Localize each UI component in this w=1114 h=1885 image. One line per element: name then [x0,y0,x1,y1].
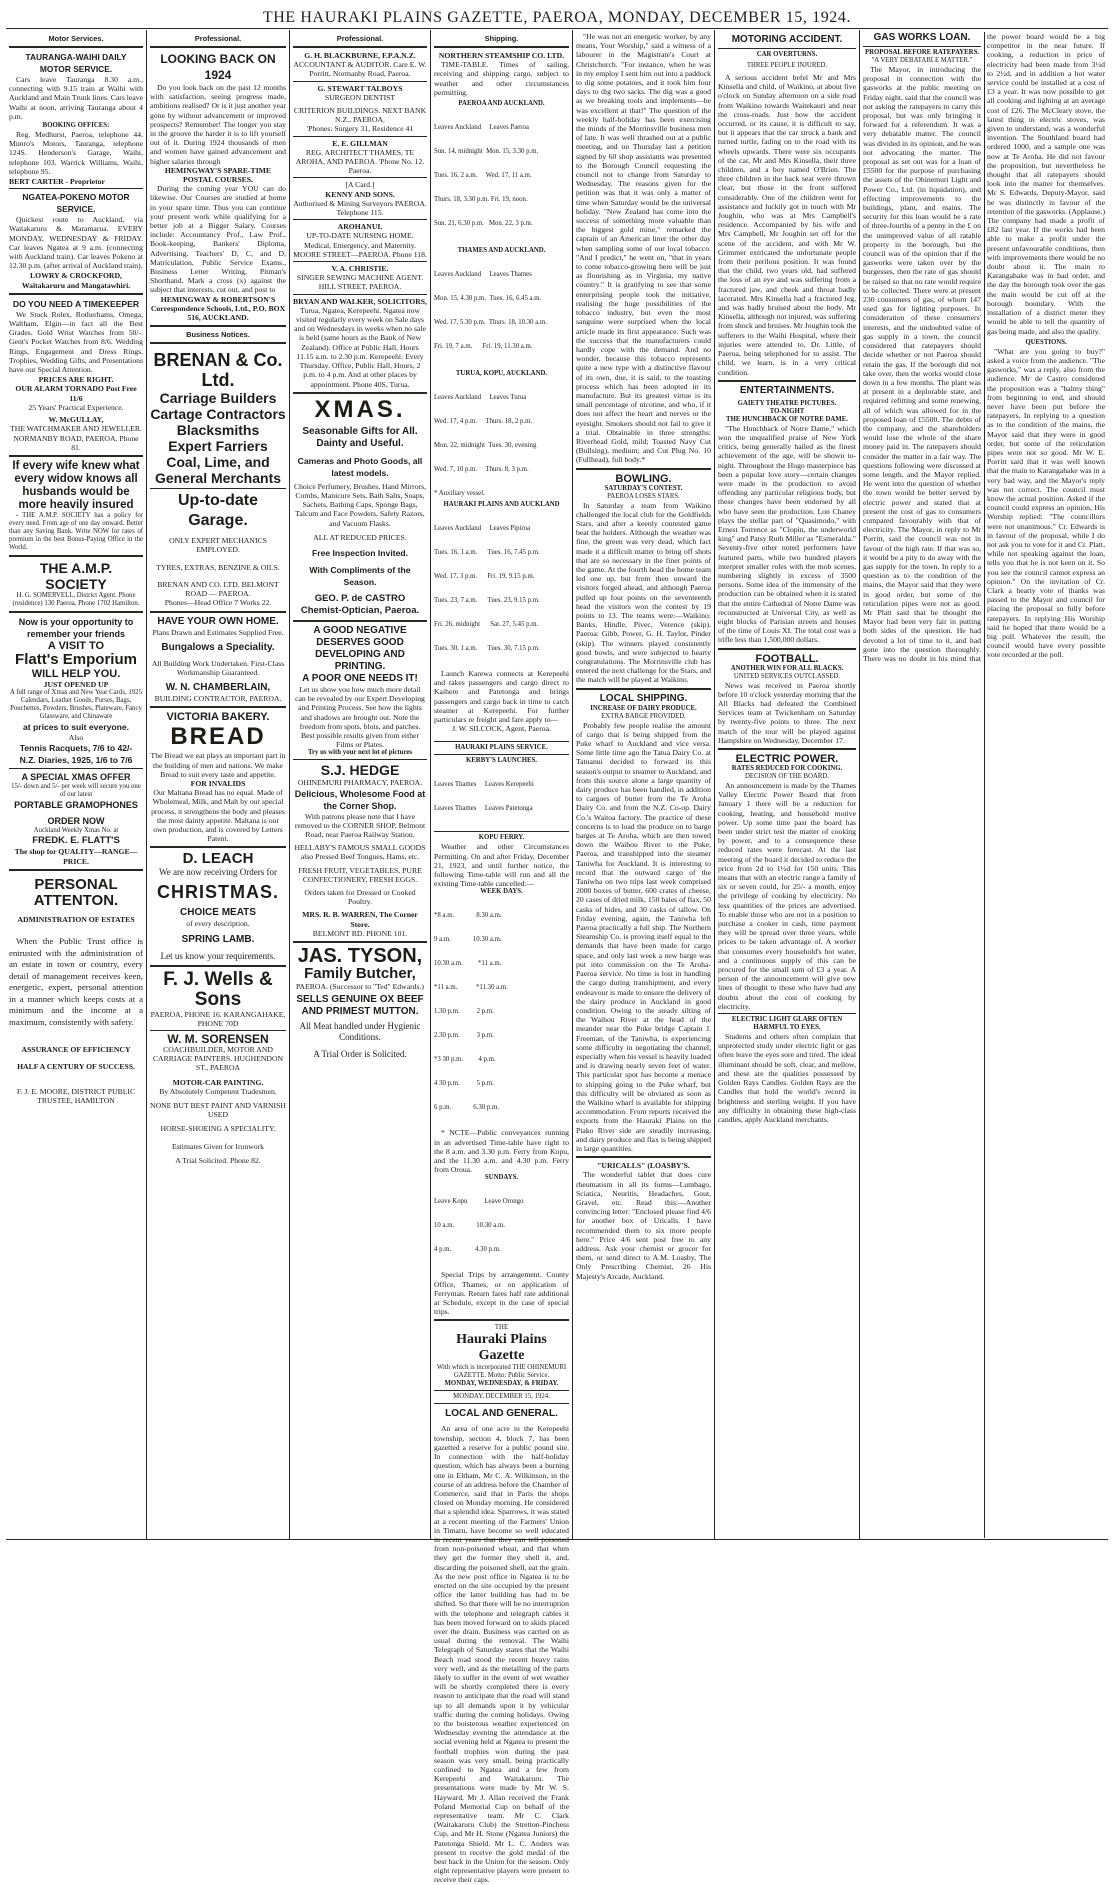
ad-headline: PERSONAL ATTENTON. [33,875,119,909]
ad-body: Special Trips by arrangement. County Office, Thames, or on application of Ferryman. Return fares half rate additional at Schedule, except in the case of special trips. [434,1270,569,1317]
timetable-row: Thurs. 18, 3.30 p.m. Fri. 19, noon. [434,196,528,204]
ad-line: of every description. [186,919,250,929]
ad-headline: S.J. HEDGE [320,762,400,779]
ad-headline: A GOOD NEGATIVE DESERVES GOOD DEVELOPING AND PRINTING. [313,624,407,672]
article-body: An area of one acre in the Kerepeehi township, section 4, block 7, has been gazetted a reserve for a public pound site. In connection with the half-holiday question, which has always been a burning one in Eltham, Mr C. A. Wilkinson, in the course of an address before the Chamber of Commerce, said that in Paris the shops closed on Monday morning. He considered that a splendid idea. Sparrows, it was stated at a recent meeting of the Farmers' Union in Timaru, have become so well educated in recent years that they can tell poisoned from non-poisoned wheat, and that when they get the former they shell it, and, discarding the poisoned shell, eat the grain. As the new post office in Ngatea is to be erected on the site occupied by the present office the latter building has had to be shifted. So that there will be no interruption with the telephone and telegraph cables it has been moved forward on to skids placed over the drain. Business was carried on as usual during the removal. The Waihi Telegraph of Saturday states that the Waihi Beach road stood the recent heavy rains very well, and as the metalling of the parts likely to suffer in the event of wet weather will be shortly completed there is every reason to anticipate that the road will stand up to all demands upon it by vehicular traffic during the coming holidays. Owing to the boisterous weather experienced on Wednesday evening the attendance at the social evening held at Ngatea to present the football trophies won during the past season was very small, being practically confined to Ngatea and a few from Kerepeehi and Waitakaruru. The presentations were made by Mr W. S. Hayward. Mr J. Allan received the Frank Poland Memorial Cup on behalf of the representative team. Mr C. Clark (Waitakaruru Club) the Stretton-Pinchess Cup, and Mr H. Stone (Ngatea Juniors) the Patetonga Shield. Mr L. C. Anders was present to receive the gold medal of the best back in the Union for the season. Only eight representative players were present to receive their caps. [434,1424,569,1885]
article-body: In Saturday a team from Waikino challenged the local club for the Goldfields Stars, and after a keenly contested game beat the holders. Although the weather was fine, the green was very dead, which fact made it a difficult matter to bring off shots that are so necessary in the finer points of the game. At the fourth head the home team led one up, but from then onward the visitors forged ahead, and although Paeroa pulled up four points on the seventeenth head the visitors won the contest by 19 points to 13. The teams were:—Waikino: Banks, Hindle, Pivec, Verence (skip). Paeroa: Gibb, Power, G. H. Taylor, Pinder (skip). The winners played consistently good bowls, and were subjected to hearty congratulations. The Morrinsville club has entered the next challenge for the Stars, and the match will be played at Waikino. [576,500,711,685]
ad-line: ALL AT REDUCED PRICES. [313,532,407,542]
timetable-row: Tues. 30, 1 a.m. Tues. 30, 7.15 p.m. [434,645,540,653]
ad-line: HEMINGWAY'S SPARE-TIME POSTAL COURSES. [164,165,272,185]
column-gasworks [862,32,1106,1538]
ad-headline: CHRISTMAS. [157,882,279,903]
timetable-row: 10.30 a.m. *11 a.m. [434,960,502,968]
ad-line: ASSURANCE OF EFFICIENCY [21,1044,131,1054]
article-subhead: UNITED SERVICES OUTCLASSED. [733,672,841,680]
ad-headline: E. E. GILLMAN [332,138,388,148]
timetable-row: 4 30 p.m. 5 p.m. [434,1080,494,1088]
ad-line: ACCOUNTANT & AUDITOR. Care E. W. Porritt, Normanby Road, Paeroa. [293,60,427,79]
timetable [434,108,569,244]
ad-line: FOR INVALIDS [190,778,246,788]
timetable-row: Wed. 7, 10 p.m. Thurs. 8, 3 p.m. [434,466,529,474]
ad-headline: KOPU FERRY. [478,834,525,842]
timetable-row: Leave Kopu Leave Orongo [434,1198,524,1206]
article-subhead: DECISION OF THE BOARD. [744,773,830,780]
ad-line: 'Phones: Surgery 31, Residence 41 [306,124,414,134]
ad-line: REG. ARCHITECT THAMES, TE AROHA, AND PAEROA. 'Phone No. 12. Paeroa. [295,147,425,176]
ad-signature: J. W. SILCOCK, Agent, Paeroa. [452,724,551,734]
ad-body: Quickest route to Auckland, via Waitakaruru & Maramarua. EVERY MONDAY, WEDNESDAY & FRIDAY. Car leaves Ngatea at 9 a.m. (connecting with Auckland train). Car leaves Pokeno at 12.30 p.m. (after arrival of Auckland train). [9,215,143,271]
section-header: Professional. [336,34,384,43]
ad-body: Reg. Medhurst, Paeroa, telephone 44. Munro's Motors, Tauranga, telephone 124S. Henderson's Garage, Waihi, telephone 103. Warrick Williams, Waihi, telephone 95. [9,130,143,176]
timetable-row: Leaves Auckland Leaves Turua [434,394,527,402]
ad-address: THE WATCHMAKER AND JEWELLER. NORMANBY ROAD, PAEROA. Phone 81. [10,424,142,452]
article-headline: ENTERTAINMENTS. [739,384,835,396]
ad-line: Plans Drawn and Estimates Supplied Free. [152,627,284,637]
article-body: The Mayor, in introducing the proposal in connection with the gasworks at the public meeting on Friday night, said that the council was not asking the ratepayers to carry this proposal, but was only bringing it forward for a referendum. It was a very debatable matter. The council was divided in its opinion, and he was not advocating the matter. The proposal as set out was for a loan of £5500 for the purpose of purchasing the assets of the Ohinemuri Light and Power Co., Ltd. (in liquidation), and effecting improvements to the buildings, plant, and mains. The security for this loan would be a rate of three-fourths of a penny in the £ on the unimproved value of all ratable property in the borough, but the council was of the opinion that if the gasworks were taken over by the burgesses, then the rate of gas should be raised so that no rate would require to be collected. There were at present 230 consumers of gas, of whom 147 used gas for lighting purposes. In consideration of these consumers' interests, and the undoubted value of gas supply in a town, the council considered that ratepayers should decide whether or not Paeroa should retain the gas. If the borough did not take over, then the works would close down in a few months. The plant was at present in a deplorable state, and required refitting and some renewing, all of which was allowed for in the proposed loan of £5500. The debts of the company, and the shareholders would lose the whole of the share money paid in. The ratepayers should consider the matter in a fair way. The questions following were discussed at some length, and the Mayor replied. He went into the question of whether the town would be better served by electric power and stated that at present the cost of gas to consumers compared favourably with that of electricity. The Mayor, in reply to Mr Porritt, said the council was not in favour of the high rate. If that was so, it would be a pity to do away with the gas supply for the town. In reply to a question as to the condition of the mains, the Mayor said that they were in good order, but some of the reticulation pipes were not as good. Mr Platt said that he thought the Mayor had been very fair in putting both sides of the question. He had devoted a lot of time to it, and had gone into the question thoroughly. There was no doubt in his mind that the power board would be a big competitor in the near future. If cooking, a reduction in price of electricity had been made from 3½d to 2½d, and in addition a hot water service could be installed at a cost of £3 a year. It was now possible to get all cooking and lighting at an average cost of £26. The McCleary stove, the latest thing in electric stoves, was given to understand, was a wonderful invention. The Southland board had ordered 1000, and a sample one was now at Te Aroha. He did not favour the proposition, but nevertheless he thought that all ratepayers should look into the matter for themselves. Mr S. Edwards, Deputy-Mayor, said he was distinctly in favour of the retention of the gasworks. (Applause.) The company had made a profit of £82 last year. If the works had been able to make a profit under the present unfavourable conditions, then with improvements there would be no doubt about it. The main to Karangahake was in bad order, and the day the borough took over the gas the main would be cut off at the borough boundary. With the installation of a district meter they would be able to tell the quantity of gas being made, and also the quality. [863,32,1105,663]
article-body: The wonderful tablet that does cure rheumatism in all its forms—Lumbago, Sciatica, Neuritis, Headaches, Gout, Gravel, etc. Read this:—Another convincing letter: "Enclosed please find 4/6 for another box of Uricalls. I have recommended them to six more people here." Price 4/6 sent post free to any address. Ask your chemist or grocer for them, or send direct to A.M. Loasby, The Only Prescribing Chemist, 26 His Majesty's Arcade, Auckland. [576,1170,711,1281]
ad-headline: XMAS. [314,395,406,423]
ad-body: Turua, Ngatea, Kerepeehi. Ngatea now visited regularly every week on Sale days and on Wednesdays in weeks when no sale is held (same hours as the Bank of New Zealand). Office at Public Hall, Hours 11.15 a.m. to 2.30 p.m. Kerepeehi: Every Thursday. Office, Public Hall, Hours, 2 p.m. to 4 p.m. And at other places by appointment. Phone 40S, Turua. [294,305,426,389]
ad-body: When the Public Trust office is entrusted with the administration of an estate in town or country, every detail of management receives keen, energetic, expert, personal attention in a manner which keeps costs at a minimum and the income at a maximum, consistently with safety. [9,935,143,1028]
article-subhead: CAR OVERTURNS. [756,51,818,58]
timetable-row: Wed. 17, 3 p.m. Fri. 19, 9.15 p.m. [434,573,535,581]
ad-headline: D. LEACH [182,850,254,868]
article-body: News was received in Paeroa shortly before 10 o'clock yesterday morning that the All Blacks had defeated the Combined Services team at Twickenham on Saturday by twenty-five points to three. The next match of the tour will be played against Hampshire on Wednesday, December 17. [718,680,856,745]
timetable-title: HAURAKI PLAINS AND AUCKLAND [443,501,560,509]
ad-body: Weather and other Circumstances Permitting. On and after Friday, December 21, 1923, and until further notice, the following Time-table will run and all the existing Time-table cancelled:— [434,842,569,889]
article-subhead: THE HUNCHBACK OF NOTRE DAME. [726,415,848,423]
ad-body: During the coming year YOU can do likewise. Our Courses are studied at home in your spare time. Thus you can continue your present work while qualifying for a better job at a Bigger Salary. Courses include: Accountancy Prof., Law Prof., Book-keeping, Bankers' Diploma, Advertising, Teachers' D, C, and D, Matriculation, Public Service Exams., Business Letter Writing, Pitman's Shorthand. Mark a cross (x) against the subject that interests, cut out, and post to [150,184,286,295]
article-headline: MOTORING ACCIDENT. [731,34,843,45]
article-body: "The Hunchback of Notre Dame," which won the unqualified praise of New York critics, being generally hailed as the finest achievement of the age, will be shown to-night. Throughout the Hugo masterpiece has been a popular love story—certain changes were made in the production to avoid offending any particular religious body, but these changes have been endorsed by all who have seen the production. Lon Chaney plays the stellar part of "Quasimodo," with Ernest Torrence as "Clopin, the underworld king" and Patsy Ruth Miller as "Esmeralda." Seventy-five other noted performers have featured parts, while two hundred players interpret smaller roles with the mob scenes, numbering slightly in excess of 3500 persons. Some idea of the immensity of the production can be obtained when it is stated that the entire Cathedral of Notre Dame was reconstructed at Universal City, as well as eight blocks of Parisian streets and houses of the time of Louis XI. The total cost was a trifle less than 1,500,000 dollars. [718,423,856,645]
timetable [434,378,569,490]
ad-body: Do you look back on the past 12 months with satisfaction, seeing progress made, ambitions realised? Or is it just another year gone by without advancement or improved prospects? Remember! The longer you stay in the groove the harder it is to lift yourself out of it. During 1924 thousands of men and women have gained advancement and higher salaries through [150,83,286,166]
ad-headline: Seasonable Gifts for All. Dainty and Useful. [302,425,418,449]
ad-headline: ORDER NOW [47,816,105,827]
column-news [575,32,712,1538]
ad-body: TIME-TABLE. Times of sailing, receiving and shipping cargo, subject to weather and other circumstances permitting. [434,60,569,97]
ad-headline: AROHANUI. [337,222,383,232]
column-rule [714,30,715,1540]
timetable-row: Leaves Auckland Leaves Pipiroa [434,525,531,533]
article-headline: BOWLING. [615,472,672,485]
article-subhead: QUESTIONS. [1025,338,1067,346]
article-body: A serious accident befel Mr and Mrs Kinsella and child, of Waikino, at about five o'clock on Sunday afternoon on a side road from Waikino towards Waitekauri and near the cross-roads. Just how the accident occurred, or its cause, it is difficult to say, but it appears that the car struck a bank and turned turtle, fading on to the road with its wheels upwards. There were six occupants of the car, Mr and Mrs Kinsella, their three children, and a boy named O'Brien. The three children in the back seat were thrown clear, but those in the front suffered considerably. One of the children went for assistance and luckily got in touch with Mr Joughin, who was at Mrs Campbell's residence. Accompanied by his wife and Mrs Campbell, Mr Joughin set off for the scene of the accident, and with Mr W. Grimmer extricated the unfortunate people from their perilous position. It was found that the child, two years old, had suffered the loss of an eye and was suffering from a fractured jaw, and cheek and throat badly lacerated. Mrs Kinsella had a fractured leg, and was badly bruised about the body. Mr Kinsella, although not injured, was suffering from shock and bruises. Mr Joughin took the sufferers to the Waihi Hospital, where their injuries were attended to, Dr. Little, of Paeroa, being telephoned for to assist. The child, we learn, is in a very critical condition. [718,73,856,377]
ad-body: Launch Karewa connects at Kerepeehi and takes passengers and cargo direct to Kaihere and Patetonga and brings passengers and cargo back in time to catch steamer at Kerepeehi. For further particulars re freight and fare apply to— [434,669,569,725]
ad-line: Let us know your requirements. [160,950,276,961]
ad-headline: BRENAN & Co. Ltd. [153,350,283,391]
ad-line: All Meat handled under Hygienic Conditions. [299,1021,421,1043]
article-subhead: PAEROA LOSES STARS. [607,492,680,500]
ad-line: Also [68,733,84,743]
ad-line: JUST OPENED UP [43,679,109,689]
ad-line: BRENAN AND CO. LTD. BELMONT ROAD — PAEROA. [157,579,279,599]
section-header: Professional. [194,34,242,43]
timetable [434,896,569,1128]
ad-headline: A POOR ONE NEEDS IT! [302,672,418,684]
ad-headline: HAURAKI PLAINS SERVICE. [455,744,548,752]
ad-body: We Stock Rolex, Rotherhams, Omega, Waltham, Elgin—in fact all the Best Grades. Gold Wrist Watches from 50/-. Gent's Pocket Watches from 8/6. Wedding Rings, Engagement and Dress Rings. Trophies, Wedding Gifts, and Presentations have our Special Attention. [9,309,143,375]
ad-headline: GEO. P. de CASTRO [314,592,406,604]
ad-headline: Bungalows a Speciality. [161,641,275,653]
paper-date: MONDAY, DECEMBER 15, 1924. [453,1393,550,1401]
ad-line: OUR ALARM TORNADO Post Free 11/6 [15,384,137,403]
timetable-title: THAMES AND AUCKLAND. [457,247,546,255]
article-subhead: RATES REDUCED FOR COOKING. [731,765,843,772]
article-headline: LOCAL AND GENERAL. [445,1408,558,1420]
article-headline: ELECTRIC LIGHT GLARE OFTEN HARMFUL TO EYES. [731,1016,843,1032]
ad-headline: KERBY'S LAUNCHES. [465,757,537,765]
ad-line: ONLY EXPERT MECHANICS EMPLOYED. [169,536,267,555]
ad-body: Cars leave Tauranga 8.30 a.m., connecting with 9.15 train at Waihi with Auckland and Main Trunk lines. Cars leave Waihi at noon, arriving Tauranga about 4 p.m. [9,75,143,121]
ad-headline: PORTABLE GRAMOPHONES [14,800,138,811]
article-headline: LOCAL SHIPPING. [599,692,688,704]
column-rule [859,30,860,1540]
ad-headline: KENNY AND SONS. [325,189,395,199]
ad-headline: If every wife knew what every widow knows all husbands would be more heavily insured [12,459,140,511]
ad-headline: SPRING LAMB. [181,933,255,945]
ad-line: Coal, Lime, and General Merchants [154,454,282,487]
ad-name: W. McGULLAY, [48,415,104,425]
timetable-title: PAEROA AND AUCKLAND. [458,100,545,108]
ad-body: H. G. SOMERVELL, District Agent. Phone (residence) 130 Paeroa. Phone 1702 Hamilton. [12,591,140,607]
ad-line: Estimates Given for Ironwork [171,1141,264,1151]
timetable [434,1182,569,1270]
timetable-row: 9 a.m. 10.30 a.m. [434,936,502,944]
article-headline: GAS WORKS LOAN. [873,32,971,43]
article-body: "He was not an energetic worker, by any means, Your Worship," said a witness of a labourer in the Magistrate's Court at Christchurch. "For instance, when he was in my employ I sent him out into a paddock to dig some potatoes, and it took him four days to dig two sacks. The dig was a good as we breaking tools and implements—he was excellent at that!" The question of the weekly half-holiday has been exercising the minds of the Morrinsville business men of late. It was well thrashed out at a public meeting, and on Thursday last a petition signed by 60 shop assistants was presented to the Borough Council requesting the council not to change from Saturday to Wednesday. The reasons given for the petition was that it was only a matter of time when Saturday would be the universal holiday. "New Zealand has come into the success of something more valuable than the biggest gold mine," remarked the captain of an American liner the other day when sampling some of our local tobacco. "And I predict," he went on, "that in years to come tobacco-growing here will be just as flourishing as in Virginia, my native country." It is gratifying to see that some enterprising people took the initiative, realising the huge possibilities of the tobacco industry, but even the most sanguine were surprised when the local article made its first appearance. Such was the success that the manufacturers could hardly cope with the demand. And no wonder, because this tobacco represents quite a new type with a distinctive flavour of its own, due, it is said, to the toasting process which has been adopted in its manufacture. But its greatest virtue is its small percentage of nicotine, and who, if it does not affect the heart and nerves or the eyesight. Smokers should not fail to give it a trial. Obtainable in three strengths: Riverhead Gold, mild; Toasted Navy Cut (Bullsing), medium; and Cut Plug No. 10 (Fullhead), full body.* [576,32,711,465]
timetable-row: 4 p.m. 4.30 p.m. [434,1246,501,1254]
ad-subhead: ADMINISTRATION OF ESTATES [17,914,135,924]
masthead: THE HAURAKI PLAINS GAZETTE, PAEROA, MONDAY, DECEMBER 15, 1924. [262,9,852,26]
article-subhead: INCREASE OF DAIRY PRODUCE. [590,704,697,712]
column-rule [430,30,431,1540]
ad-line: Expert Farriers [168,438,268,455]
ad-body: * NCTE—Public conveyances running in an advertised Time-table have right to the 8 a.m. and 3.30 p.m. Ferry from Kopu, and the 11.30 a.m. and 4.30 p.m. Ferry from Oroua. [434,1128,569,1175]
ad-line: SURGEON DENTIST [324,92,396,102]
ad-proprietor: BERT CARTER - Proprietor [9,177,105,187]
column-shipping-local [433,32,570,1885]
ad-headline: Cameras and Photo Goods, all latest models. [297,455,423,478]
ad-line: CRITERION BUILDINGS. NEXT BANK N.Z., PAEROA. [293,106,427,125]
ad-line: PAEROA, PHONE 16. KARANGAHAKE, PHONE 70D [150,1009,286,1028]
column-rule [146,30,147,1540]
ad-headline: Now is your opportunity to remember your friends [18,616,134,639]
ad-headline: A SPECIAL XMAS OFFER [21,772,131,783]
ad-line: Free Inspection Invited. [312,547,408,558]
ad-headline: BREAD [170,723,266,751]
ad-line: A Trial Solicited. Phone 82. [175,1155,261,1165]
ad-body: With patrons please note that I have removed to the CORNER SHOP, Belmont Road, near Paeroa Railway Station. [294,811,426,839]
ad-headline: NORTHERN STEAMSHIP CO. LTD. [438,51,565,60]
article-subhead: TO-NIGHT [769,407,805,415]
ad-headline: W. N. CHAMBERLAIN, [165,682,271,694]
ad-line: 25 Years' Practical Experience. [28,402,124,412]
timetable-row: Tues. 23, 7 a.m. Tues. 23, 9.15 p.m. [434,597,540,605]
ad-line: BELMONT RD. PHONE 101. [312,928,408,938]
ad-line: Try us with your next lot of pictures [307,749,413,757]
ad-subhead: BOOKING OFFICES: [42,122,110,130]
ad-body: - THE A.M.P. SOCIETY has a policy for every need. From age of one day onward. Better than any Saving Bank. Write NOW for rates of premium in the best Bonus-Paying Office in the World. [9,511,143,551]
article-body: Students and others often complain that unprotected study under electric light or gas often leave the eyes sore and tired. The ideal illuminant should be soft, clear, and mellow, and these are the qualities possessed by Golden Rays Candles. Golden Rays are the Candles that hold the world's record in brightness and sterling weight. If you have any difficulty in obtaining these high-class candles, apply Auckland merchants. [718,1032,856,1124]
timetable-row: Tues. 16, 2 a.m. Wed. 17, 11 a.m. [434,172,532,180]
ad-title: DO YOU NEED A TIMEKEEPER [12,298,140,309]
ad-headline: Chemist-Optician, Paeroa. [300,604,420,616]
ad-body: The Bread we eat plays an important part in the building of men and nations. We make Bread to suit every taste and appetite. [150,751,286,779]
ad-line: FRESH FRUIT, VEGETABLES, PURE CONFECTIONERY, FRESH EGGS. [298,865,422,884]
ad-line: HORSE-SHOEING A SPECIALITY. [160,1124,276,1134]
ad-headline: Delicious, Wholesome Food at the Corner Shop. [294,788,426,811]
ad-headline: Family Butcher, [304,964,416,982]
timetable-title: WEEK DAYS. [480,888,523,896]
article-subhead: ANOTHER WIN FOR ALL BLACKS. [730,664,844,672]
ad-line: Phones—Head Office 7 Works 22. [164,598,272,608]
timetable [434,765,569,829]
ad-line: [A Card.] [345,180,375,190]
ad-line: SINGER SEWING MACHINE AGENT. HILL STREET, PAEROA. [296,273,424,292]
timetable-row: *3 30 p.m. 4 p.m. [434,1056,496,1064]
ad-headline: A VISIT TO [47,639,105,652]
ad-line: MRS. R. B. WARREN, The Corner Store. [302,910,418,929]
timetable [434,255,569,367]
ad-headline: G. STEWART TALBOYS [317,83,403,93]
article-subhead: PROPOSAL BEFORE RATEPAYERS. [864,49,980,56]
ad-headline: LOOKING BACK ON 1924 [160,52,276,82]
timetable-row: Leaves Thames Leaves Kerepeehi [434,781,534,789]
ad-body: 15/- down and 5/- per week will secure you one of our latest [11,783,141,799]
ad-headline: Up-to-date Garage. [178,492,258,530]
ad-line: HALF A CENTURY OF SUCCESS. [17,1061,135,1071]
ad-headline: SELLS GENUINE OX BEEF AND PRIMEST MUTTON. [296,994,424,1018]
timetable-row: 6 p.m. 6.30 p.m. [434,1104,499,1112]
article-subhead: SATURDAY'S CONTEST. [604,484,683,492]
ad-line: HEMINGWAY & ROBERTSON'S Correspondence Schools, Ltd., P.O. BOX 516, AUCKLAND. [150,294,286,323]
ad-title: NGATEA-POKENO MOTOR SERVICE. [22,192,130,215]
ad-headline: FREDK. E. FLATT'S [32,835,120,847]
ad-headline: BRYAN AND WALKER, SOLICITORS, [293,296,427,306]
timetable-row: *11 a.m. *11.30 a.m. [434,984,508,992]
column-professional-cards [292,32,428,1538]
ad-headline: WILL HELP YOU. [31,667,121,680]
ad-line: UP-TO-DATE NURSING HOME. Medical, Emergency, and Maternity. MOORE STREET—PAEROA. Phone 118. [293,231,427,259]
paper-schedule: MONDAY, WEDNESDAY, & FRIDAY. [444,1380,559,1388]
column-rule [289,30,290,1540]
article-subhead: GAIETY THEATRE PICTURES. [737,399,837,407]
timetable-row: Sun. 14, midnight Mon. 15, 3.30 p.m. [434,148,539,156]
ad-line: A Trial Order is Solicited. [313,1049,407,1060]
timetable-title: TURUA, KOPU, AUCKLAND. [455,370,548,378]
ad-line: at prices to suit everyone. [22,722,130,733]
ad-signature: F. J. E. MOORE, DISTRICT PUBLIC TRUSTEE, HAMILTON [16,1087,136,1106]
timetable-row: 10 a.m. 10.30 a.m. [434,1222,505,1230]
column-rule [572,30,573,1540]
article-body: "What are you going to buy?" asked a voice from the audience. "The gasworks," was a reply, also from the audience. Mr de Castro considered the proposition was a "balmy thing" from beginning to end, and should never have been put before the ratepayers. In replying to a question as to the condition of the mains, the Mayor said that they were in good order, but some of the reticulation pipes were not so good. Mr W. E. Porritt said that it was well known that the main to Karangahake was in a very bad way, and the Mayor's reply was not correct. The council must know the actual position. Asked if the council could express an opinion, His Worship replied: "The councillors were not unanimous." Cr. Edwards is in favour of the proposal, while I do not ask you to vote for it and Cr. Platt, while not speaking against the loan, tells you that he is not keen on it. So you see the council cannot express an opinion." On the invitation of Cr. Clark a hearty vote of thanks was passed to the Mayor and council for placing the proposal so fully before ratepayers. In replying His Worship said he hoped that there would be a big poll. Whatever the result, the council would have every possible vote recorded at the poll. [987,346,1105,660]
ad-headline: VICTORIA BAKERY. [166,711,270,724]
ad-title: TAURANGA-WAIHI DAILY MOTOR SERVICE. [25,52,127,74]
article-body: Probably few people realise the amount of cargo that is being shipped from the Puke wharf to Auckland and vice versa. Some little time ago the Tatua Dairy Co. at Tatuanui decided to forward its this season's output to steamer to Auckland, and from this source alone a large quantity of dairy produce has been handled, in addition to cargoes of butter from the Te Aroha Dairy Co. and from the N.Z. Co-op. Dairy Co.'s Waitoa factory. The practice of these concerns is to load the produce on to barge barges at Te Aroha, which are then towed down the Waihou River to the Puke, Paeroa, and transhipped into the steamer Taniwha for Auckland. It is interesting to record that the outward cargo of the Taniwha on two trips last week comprised 2000 boxes of butter, 600 crates of cheese, 20 cases of dried milk, 150 bales of flax, 50 casks of hides, and 30 casks of tallow. On Friday evening, again, the Taniwha left Paeroa practically a full ship. The Northern Steamship Co. is proving itself equal to the demands that have been made for cargo space, and only last week a new barge was put into commission on the Te Aroha-Paeroa service. No time is lost in handling the cargo during transhipment, and every endeavour is made to ensure the delivery of the dairy produce in Auckland in good condition. Owing to the steady silting of the Waihou River at the head of the meander near the Puke bridge Captain J. Freeman, of the Taniwha, is experiencing some difficulty in negotiating the channel, especially when his vessel is heavily loaded and is drawing nearly seven feet of water. This particular spot has become a menace to shipping going to the Puke wharf, but this difficulty will be obviated as soon as the Waikino wharf is available for shipping accommodation. From reports received the exports from the Hauraki Plains on the Piako River side are steadily increasing, and dairy produce and flax is being shipped in large quantities. [576,720,711,1153]
article-headline: ELECTRIC POWER. [735,753,839,765]
timetable-row: Leaves Auckland Leaves Thames [434,271,532,279]
timetable-row: Wed. 17, 5.30 p.m. Thurs. 18, 10.30 a.m. [434,319,547,327]
ad-line: TYRES, EXTRAS, BENZINE & OILS. [156,562,280,572]
ad-body: Choice Perfumery, Brushes, Hand Mirrors, Combs, Manicure Sets, Bath Salts, Soaps, Sachets, Bathing Caps, Sponge Bags, Talcum and Face Powders, Safety Razors, and Vacuum Flasks. [293,481,427,528]
ad-line: With Compliments of the Season. [309,564,411,587]
timetable-row: Leaves Auckland Leaves Paeroa [434,124,529,132]
ad-line: Tennis Racquets, 7/6 to 42/- [19,743,133,754]
timetable-row: Leaves Thames Leaves Patetonga [434,805,533,813]
ad-line: PAEROA. (Successor to "Ted" Edwards.) [295,981,424,991]
ad-headline: Flatt's Emporium [15,650,137,668]
paper-subtitle: With which is incorporated THE OHINEMURI GAZETTE. Motto: Public Service. [436,1364,567,1380]
section-header: Shipping. [484,34,519,43]
column-professional-business [149,32,287,1538]
ad-line: NONE BUT BEST PAINT AND VARNISH USED [150,1100,286,1120]
ad-body: Our Maltana Bread has no equal. Made of Wholemeal, Milk, and Malt by our special process, it strengthens the body and pleases the most dainty appetite. Maltana is our own production, and is covered by Letters Patent. [151,788,285,844]
section-header: Motor Services. [48,34,104,43]
ad-line: N.Z. Diaries, 1925, 1/6 to 7/6 [19,755,133,766]
timetable [434,509,569,669]
article-subhead: THREE PEOPLE INJURED. [746,62,828,69]
article-body: An announcement is made by the Thames Valley Electric Power Board that from January 1 there will be a reduction for cooking, heating, and household motive power. Up some time past the board has been under strict test the matter of cooking by power, and to a consequence these reduced rates were forecast. At the last meeting of the board it decided to reduce the price from 2d to 1½d for 150 units. This means that with an electric range a family of six or seven could, for 25/- a month, enjoy the privilege of cooking by electricity. No less quantities of the prices are advertised. To enable those who are not in a position to purchase a cooker in cash, time payment they will be spread over three years, while prices to be taken advantage of. A worker that consumes every household's hot water, and a continuous supply of this can be procured for the small sum of £3 a year. A person of the announcement will give new lines of thought to those who have had any doubts about the cost of cooking by electricity. [718,781,856,1011]
ad-line: also Pressed Beef Tongues, Hams, etc. [300,852,420,862]
timetable-row: Tues. 16, 1 a.m. Tues. 16, 7.45 p.m. [434,549,540,557]
paper-masthead-the: THE [494,1324,509,1332]
ad-line: BUILDING CONTRACTOR, PAEROA. [154,694,282,704]
column-accident-entertainment [717,32,857,1538]
ad-line: OHINEMURI PHARMACY, PAEROA. [297,778,423,788]
ad-headline: V. A. CHRISTIE. [331,264,389,274]
timetable-title: SUNDAYS. [484,1174,519,1182]
section-header: Business Notices. [186,330,250,340]
ad-line: Orders taken for Dressed or Cooked Poultry. [304,887,416,907]
ad-line: PRICES ARE RIGHT. [38,375,114,385]
timetable-row: Mon. 22, midnight Tues. 30, evening [434,442,537,450]
article-subhead: "A VERY DEBATABLE MATTER." [871,57,973,64]
timetable-row: Fri. 26, midnight Sat. 27, 5.45 p.m. [434,621,539,629]
ad-headline: CHOICE MEATS [180,907,256,919]
ad-line: Carriage Builders [159,390,277,407]
ad-line: HELLABY'S FAMOUS SMALL GOODS [294,843,426,853]
paper-masthead: Hauraki Plains Gazette [456,1332,547,1364]
ad-line: Cartage Contractors [150,406,286,423]
ad-line: Blacksmiths [176,422,260,439]
ad-line: COACHBUILDER, MOTOR AND CARRIAGE PAINTERS. HUGHENDON ST., PAEROA [152,1044,284,1073]
ad-line: The shop for QUALITY—RANGE—PRICE. [14,847,138,866]
column-motor-services [8,32,144,1538]
timetable-row: Sun. 21, 6.30 p.m. Mon. 22, 3 p.m. [434,220,533,228]
ad-body: Let us show you how much more detail can be revealed by our Expert Developing and Printing Process. See how the lights and shadows are brought out. Note the freedom from spots, blots, and patches. Best possible results given from either Films or Plates. [295,684,425,750]
ad-body: Auckland Weekly Xmas No. at [33,827,119,835]
ad-headline: G. H. BLACKBURNE, F.P.A.N.Z. [304,51,416,60]
ad-headline: JAS. TYSON, [297,944,423,967]
ad-body: A full range of Xmas and New Year Cards, 1925 Calendars, Leather Goods, Purses, Bags, Pouchettes, Powders, Brushes, Plateware, Fancy Glassware, and Chinaware [10,689,142,721]
ad-headline: HAVE YOUR OWN HOME. [157,615,279,627]
ad-line: All Building Work Undertaken. First-Class Workmanship Guaranteed. [151,658,285,677]
article-headline: FOOTBALL. [755,652,819,665]
ad-headline: F. J. Wells & Sons [163,968,273,1010]
article-subhead: EXTRA BARGE PROVIDED. [601,712,686,720]
timetable-row: 2.30 p.m. 3 p.m. [434,1032,494,1040]
timetable-row: *8 a.m. 8.30 a.m. [434,912,502,920]
ad-line: By Absolutely Competent Tradesmen. [159,1086,277,1096]
timetable-row: Fri. 19, 7 a.m. Fri. 19, 11.30 a.m. [434,343,533,351]
timetable-row: Mon. 15, 4.30 p.m. Tues. 16, 6.45 a.m. [434,295,542,303]
article-headline: "URICALLS" (LOASBY'S. [597,1161,690,1171]
ad-proprietor: LOWRY & CROCKFORD, Waitakaruru and Mangatawhiri. [21,271,131,290]
timetable-row: Wed. 17, 4 p.m. Thurs. 18, 2 p.m. [434,418,533,426]
ad-line: * Auxiliary vessel. [434,490,485,498]
ad-headline: THE A.M.P. SOCIETY [39,559,113,592]
timetable-row: 1.30 p.m. 2 p.m. [434,1008,494,1016]
ad-line: MOTOR-CAR PAINTING. [172,1077,264,1087]
ad-line: Authorised & Mining Surveyors PAEROA. Telephone 115. [293,198,427,218]
ad-line: We are now receiving Orders for [159,867,277,878]
ad-headline: W. M. SORENSEN [167,1031,269,1046]
